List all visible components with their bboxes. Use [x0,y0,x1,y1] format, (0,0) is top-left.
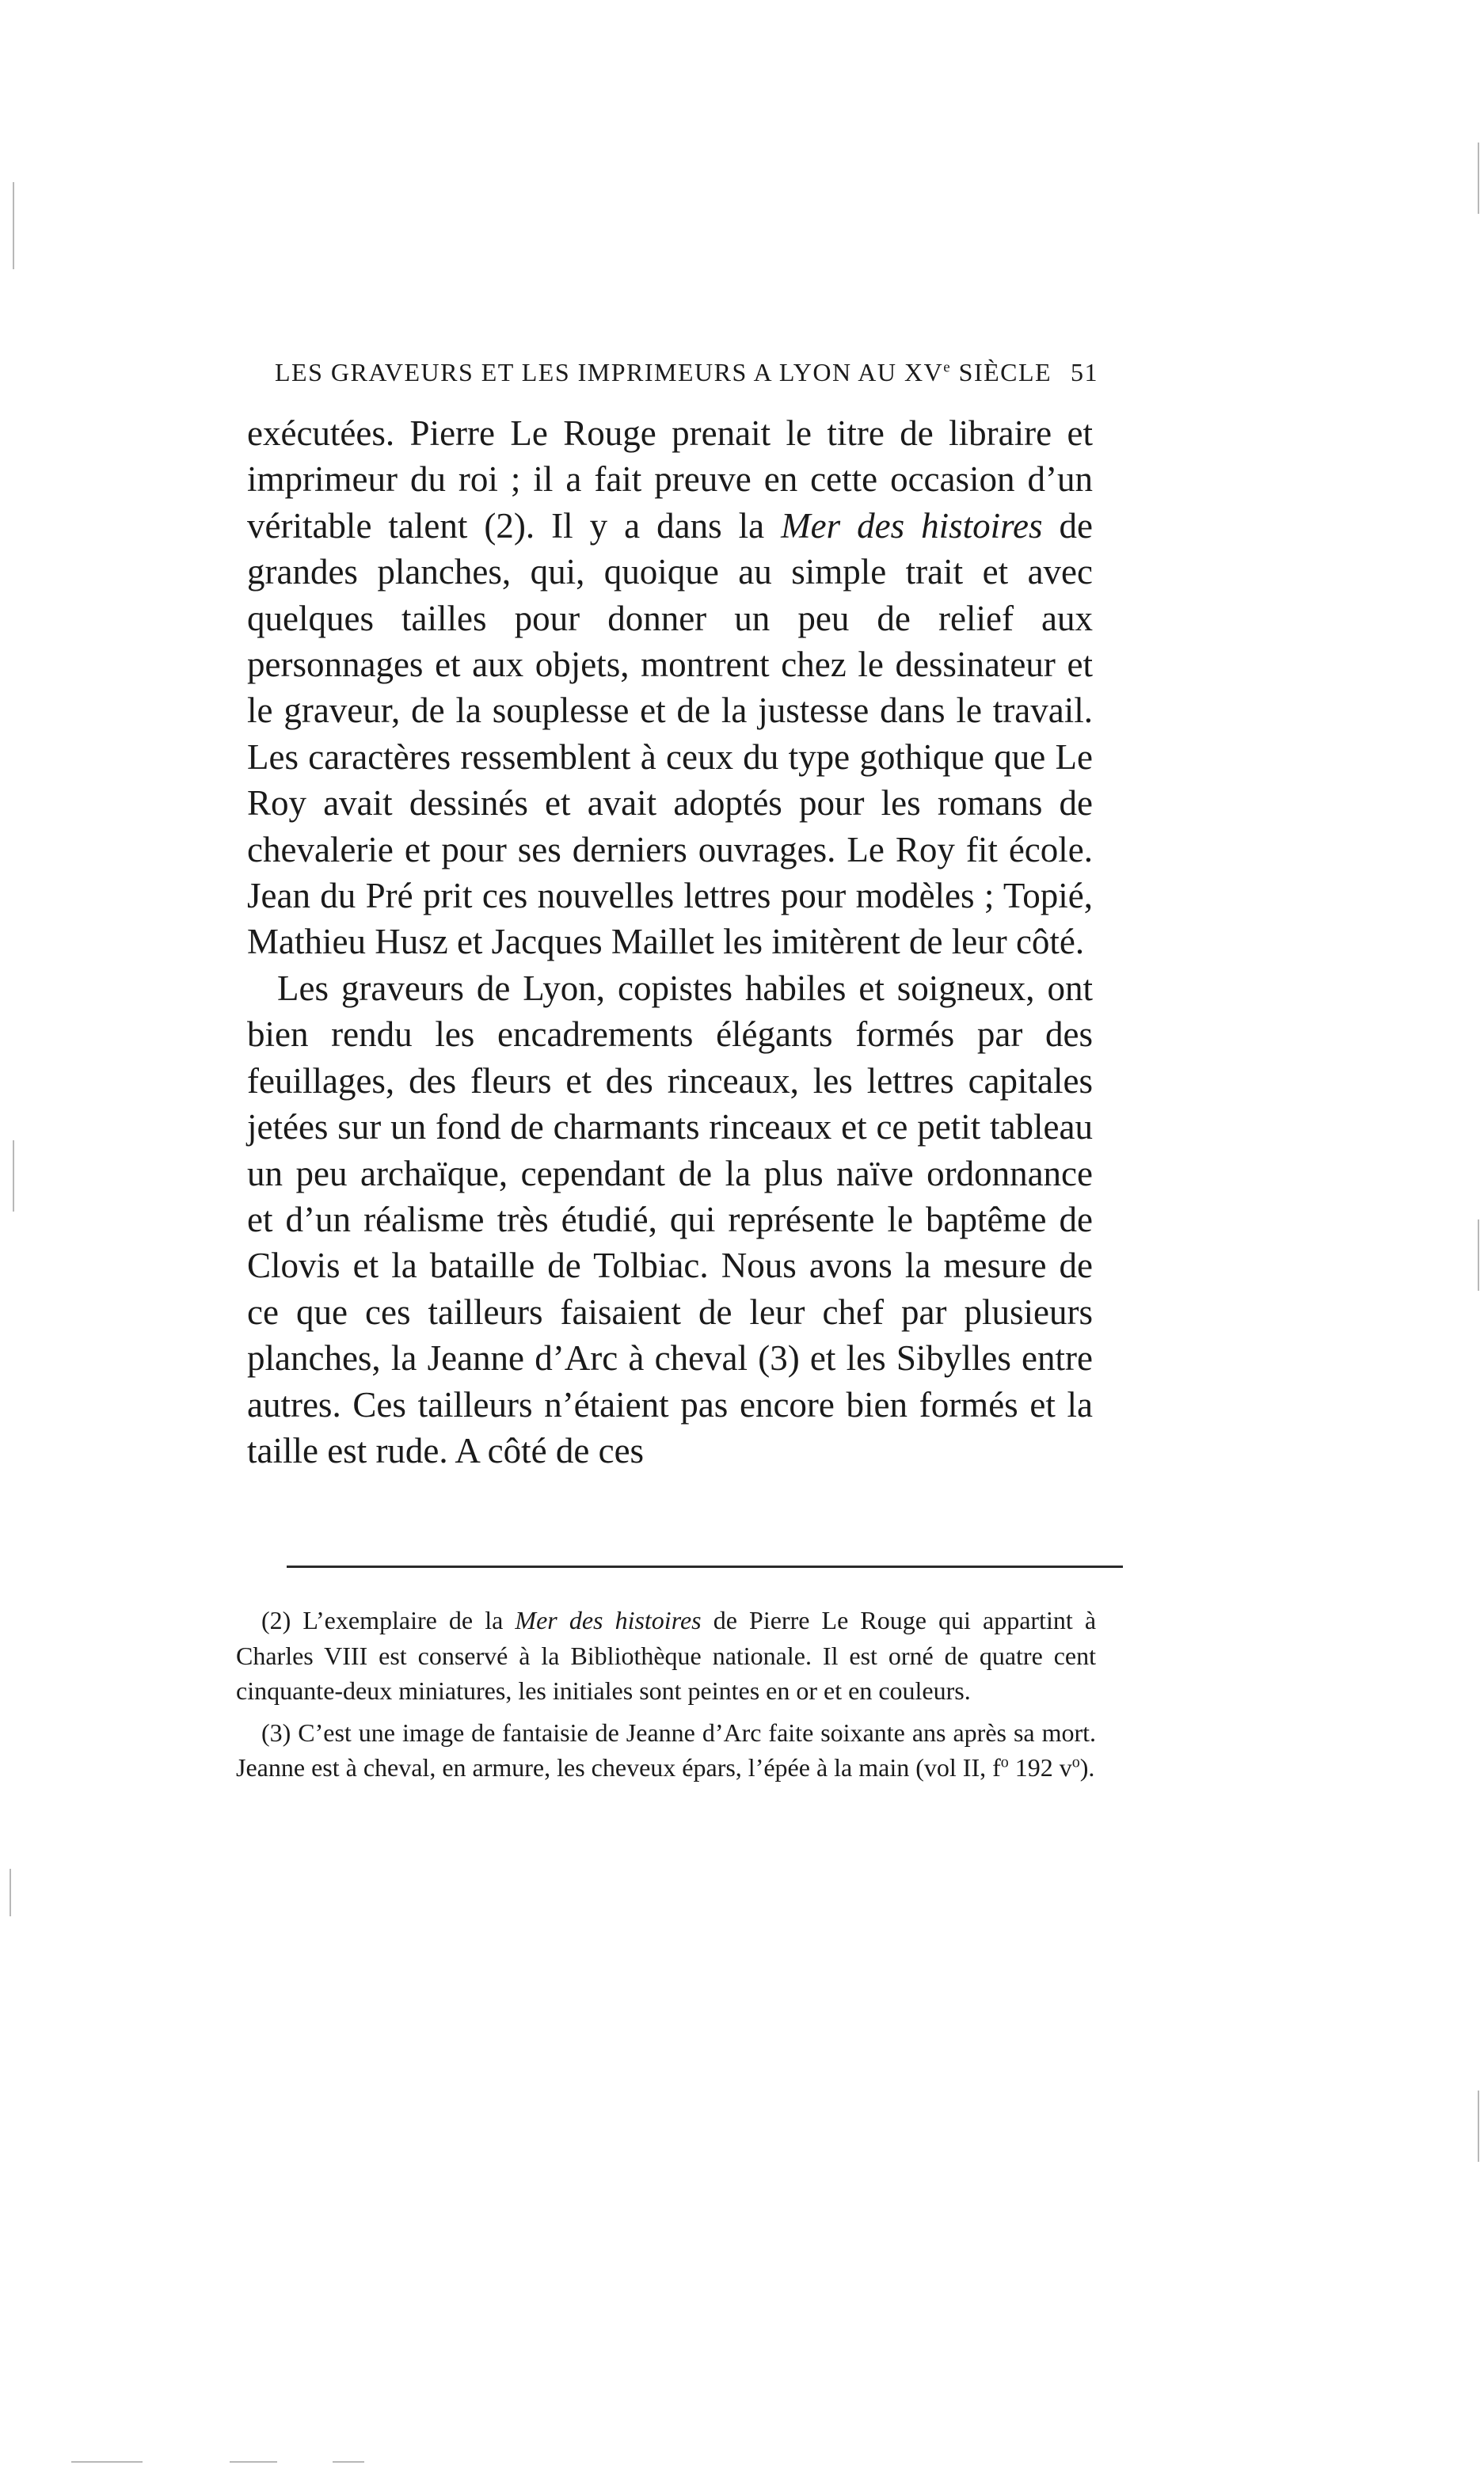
footnote-2: (2) L’exemplaire de la Mer des histoires de Pierre Le Rouge qui appartint à Charles VIII est conservé à la Bibliothèque nationale. Il est orné de quatre cent cinquante-deux miniatures, les initiales sont peintes en or et en couleurs. [236,1606,1097,1705]
running-title: LES GRAVEURS ET LES IMPRIMEURS A LYON AU XVe SIÈCLE [275,358,1052,386]
scan-mark [1478,143,1479,214]
running-header [275,358,1098,398]
scan-mark [333,2461,364,2463]
paragraph-1: exécutées. Pierre Le Rouge prenait le titre de libraire et imprimeur du roi ; il a fait preuve en cette occasion d’un véritable talent (2). Il y a dans la Mer des histoires de grandes planches, qui, quoique au simple trait et avec quelques tailles pour donner un peu de relief aux personnages et aux objets, montrent chez le dessinateur et le graveur, de la souplesse et de la justesse dans le travail. Les caractères ressemblent à ceux du type gothique que Le Roy avait dessinés et avait adoptés pour les romans de chevalerie et pour ses derniers ouvrages. Le Roy fit école. Jean du Pré prit ces nouvelles lettres pour modèles ; Topié, Mathieu Husz et Jacques Maillet les imitèrent de leur côté. [247,413,1093,962]
main-text [247,410,1093,1474]
scan-mark [1478,1219,1479,1291]
footnote-3: (3) C’est une image de fantaisie de Jeanne d’Arc faite soixante ans après sa mort. Jeanne est à cheval, en armure, les cheveux épars, l’épée à la main (vol II, $f^o$ 192 $v^o$). [236,1718,1096,1782]
scan-mark [1478,2091,1479,2162]
italic-title: Mer des histoires [781,505,1043,546]
footnotes [236,1603,1096,1792]
scan-mark [13,182,14,269]
scan-mark [10,1869,11,1916]
paragraph-2: Les graveurs de Lyon, copistes habiles et soigneux, ont bien rendu les encadrements élégants formés par des feuillages, des fleurs et des rinceaux, les lettres capitales jetées sur un fond de charmants rinceaux et ce petit tableau un peu archaïque, cependant de la plus naïve ordonnance et d’un réalisme très étudié, qui représente le baptême de Clovis et la bataille de Tolbiac. Nous avons la mesure de ce que ces tailleurs faisaient de leur chef par plusieurs planches, la Jeanne d’Arc à cheval (3) et les Sibylles entre autres. Ces tailleurs n’étaient pas encore bien formés et la taille est rude. A côté de ces [247,968,1093,1470]
page-number: 51 [1071,358,1098,386]
scan-mark [230,2461,277,2463]
scan-mark [71,2461,143,2463]
scan-mark [13,1140,14,1212]
footnote-separator [287,1566,1123,1568]
